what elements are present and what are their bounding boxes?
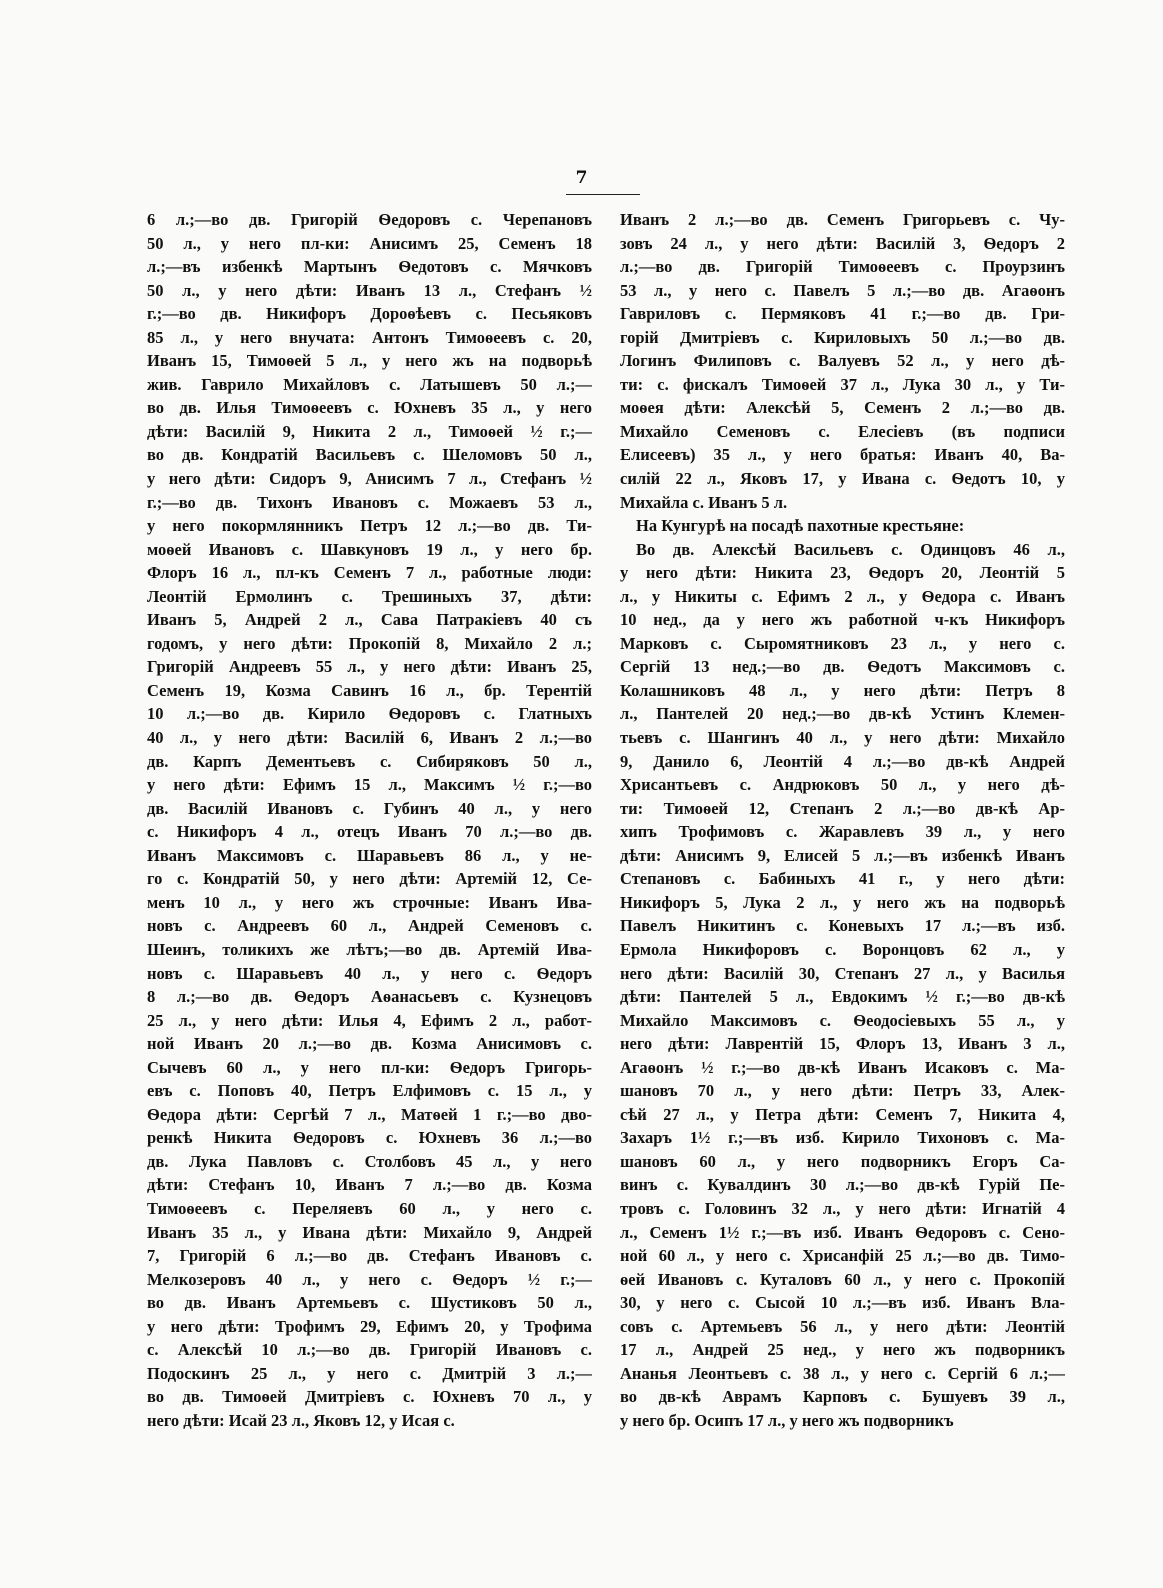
text-line: него дѣти: Лаврентій 15, Флоръ 13, Иванъ 3 л.,: [620, 1034, 1065, 1054]
text-line: дѣти: Стефанъ 10, Иванъ 7 л.;—во дв. Козма: [147, 1175, 592, 1195]
text-line: ти: с. фискалъ Тимоѳей 37 л., Лука 30 л., у Ти-: [620, 374, 1065, 394]
text-line: дѣти: Анисимъ 9, Елисей 5 л.;—въ избенкѣ Иванъ: [620, 845, 1065, 865]
text-line: 85 л., у него внучата: Антонъ Тимоѳеевъ с. 20,: [147, 327, 592, 347]
text-line: жив. Гаврило Михайловъ с. Латышевъ 50 л.;—: [147, 374, 592, 394]
text-line: Ѳедора дѣти: Сергѣй 7 л., Матѳей 1 г.;—во дво-: [147, 1104, 592, 1124]
text-line: Григорій Андреевъ 55 л., у него дѣти: Иванъ 25,: [147, 657, 592, 677]
text-line: годомъ, у него дѣти: Прокопій 8, Михайло 2 л.;: [147, 633, 592, 653]
text-line: Колашниковъ 48 л., у него дѣти: Петръ 8: [620, 680, 1065, 700]
text-line: дѣти: Василій 9, Никита 2 л., Тимоѳей ½ г.;—: [147, 421, 592, 441]
text-line: него дѣти: Исай 23 л., Яковъ 12, у Исая с.: [147, 1410, 455, 1430]
text-line: 50 л., у него пл-ки: Анисимъ 25, Семенъ 18: [147, 233, 592, 253]
text-line: хипъ Трофимовъ с. Жаравлевъ 39 л., у него: [620, 822, 1065, 842]
text-line: шановъ 70 л., у него дѣти: Петръ 33, Алек-: [620, 1081, 1065, 1101]
text-line: ренкѣ Никита Ѳедоровъ с. Юхневъ 36 л.;—во: [147, 1128, 592, 1148]
text-line: Сергій 13 нед.;—во дв. Ѳедотъ Максимовъ с.: [620, 657, 1065, 677]
text-line: менъ 10 л., у него жъ строчные: Иванъ Ива-: [147, 892, 592, 912]
text-line: Ананья Леонтьевъ с. 38 л., у него с. Сергій 6 л.;—: [620, 1363, 1065, 1383]
text-line: во дв. Кондратій Васильевъ с. Шеломовъ 50 л.,: [147, 445, 592, 465]
text-line: винъ с. Кувалдинъ 30 л.;—во дв-кѣ Гурій Пе-: [620, 1175, 1065, 1195]
text-line: у него дѣти: Никита 23, Ѳедоръ 20, Леонтій 5: [620, 563, 1065, 583]
text-line: ной 60 л., у него с. Хрисанфій 25 л.;—во дв. Тимо-: [620, 1246, 1065, 1266]
text-line: у него дѣти: Трофимъ 29, Ефимъ 20, у Трофима: [147, 1316, 592, 1336]
text-line: во дв. Илья Тимоѳеевъ с. Юхневъ 35 л., у него: [147, 398, 592, 418]
text-line: Иванъ 35 л., у Ивана дѣти: Михайло 9, Андрей: [147, 1222, 592, 1242]
text-line: Михайла с. Иванъ 5 л.: [620, 492, 788, 512]
text-line: г.;—во дв. Никифоръ Дороѳѣевъ с. Песьяковъ: [147, 304, 592, 324]
text-line: Шеинъ, толикихъ же лѣтъ;—во дв. Артемій Ива-: [147, 939, 592, 959]
text-line: дѣти: Пантелей 5 л., Евдокимъ ½ г.;—во дв-кѣ: [620, 987, 1065, 1007]
text-line: Гавриловъ с. Пермяковъ 41 г.;—во дв. Гри-: [620, 304, 1065, 324]
text-line: силій 22 л., Яковъ 17, у Ивана с. Ѳедотъ 10, у: [620, 469, 1065, 489]
text-line: л., Семенъ 1½ г.;—въ изб. Иванъ Ѳедоровъ с. Сено-: [620, 1222, 1065, 1242]
text-line: 10 л.;—во дв. Кирило Ѳедоровъ с. Глатныхъ: [147, 704, 592, 724]
text-line: у него дѣти: Сидоръ 9, Анисимъ 7 л., Стефанъ ½: [147, 469, 592, 489]
page-number-rule: [566, 194, 640, 195]
text-line: Агаѳонъ ½ г.;—во дв-кѣ Иванъ Исаковъ с. Ма-: [620, 1057, 1065, 1077]
text-line: во дв. Иванъ Артемьевъ с. Шустиковъ 50 л.,: [147, 1293, 592, 1313]
text-line: Иванъ 5, Андрей 2 л., Сава Патракіевъ 40 съ: [147, 610, 592, 630]
text-line: 6 л.;—во дв. Григорій Ѳедоровъ с. Черепановъ: [147, 210, 592, 229]
text-line: 7, Григорій 6 л.;—во дв. Стефанъ Ивановъ с.: [147, 1246, 592, 1266]
text-line: тьевъ с. Шангинъ 40 л., у него дѣти: Михайло: [620, 728, 1065, 748]
text-line: евъ с. Поповъ 40, Петръ Елфимовъ с. 15 л., у: [147, 1081, 592, 1101]
text-line: дв. Карпъ Дементьевъ с. Сибиряковъ 50 л.,: [147, 751, 592, 771]
text-line: 50 л., у него дѣти: Иванъ 13 л., Стефанъ ½: [147, 280, 592, 300]
left-column: [147, 208, 592, 1432]
text-line: сѣй 27 л., у Петра дѣти: Семенъ 7, Никита 4,: [620, 1104, 1065, 1124]
text-line: Флоръ 16 л., пл-къ Семенъ 7 л., работные люди:: [147, 563, 592, 583]
text-line: Павелъ Никитинъ с. Коневыхъ 17 л.;—въ изб.: [620, 916, 1065, 936]
text-line: Леонтій Ермолинъ с. Трешиныхъ 37, дѣти:: [147, 586, 592, 606]
text-line: 40 л., у него дѣти: Василій 6, Иванъ 2 л.;—во: [147, 728, 592, 748]
text-line: Михайло Максимовъ с. Ѳеодосіевыхъ 55 л., у: [620, 1010, 1065, 1030]
text-line: л.;—во дв. Григорій Тимоѳеевъ с. Проурзинъ: [620, 257, 1065, 277]
text-line: Иванъ 2 л.;—во дв. Семенъ Григорьевъ с. Чу-: [620, 210, 1065, 229]
text-line: Логинъ Филиповъ с. Валуевъ 52 л., у него дѣ-: [620, 351, 1065, 371]
text-line: го с. Кондратій 50, у него дѣти: Артемій 12, Се-: [147, 869, 592, 889]
text-line: моѳея дѣти: Алексѣй 5, Семенъ 2 л.;—во дв.: [620, 398, 1065, 418]
text-line: новъ с. Шаравьевъ 40 л., у него с. Ѳедоръ: [147, 963, 592, 983]
text-line: Михайло Семеновъ с. Елесіевъ (въ подписи: [620, 421, 1065, 441]
text-line: 9, Данило 6, Леонтій 4 л.;—во дв-кѣ Андрей: [620, 751, 1065, 771]
text-line: 17 л., Андрей 25 нед., у него жъ подворникъ: [620, 1340, 1065, 1360]
text-line: у него покормлянникъ Петръ 12 л.;—во дв. Ти-: [147, 516, 592, 536]
text-line: Тимоѳеевъ с. Переляевъ 60 л., у него с.: [147, 1198, 592, 1218]
text-line: с. Алексѣй 10 л.;—во дв. Григорій Ивановъ с.: [147, 1340, 592, 1360]
text-line: зовъ 24 л., у него дѣти: Василій 3, Ѳедоръ 2: [620, 233, 1065, 253]
text-line: Подоскинъ 25 л., у него с. Дмитрій 3 л.;—: [147, 1363, 592, 1383]
text-line: На Кунгурѣ на посадѣ пахотные крестьяне:: [636, 516, 965, 536]
text-line: 10 нед., да у него жъ работной ч-къ Никифоръ: [620, 610, 1065, 630]
text-line: л., Пантелей 20 нед.;—во дв-кѣ Устинъ Клемен-: [620, 704, 1065, 724]
text-line: Иванъ 15, Тимоѳей 5 л., у него жъ на подворьѣ: [147, 351, 592, 371]
text-line: горій Дмитріевъ с. Кириловыхъ 50 л.;—во дв.: [620, 327, 1065, 347]
text-line: во дв-кѣ Аврамъ Карповъ с. Бушуевъ 39 л.,: [620, 1387, 1065, 1407]
text-line: во дв. Тимоѳей Дмитріевъ с. Юхневъ 70 л., у: [147, 1387, 592, 1407]
text-line: тровъ с. Головинъ 32 л., у него дѣти: Игнатій 4: [620, 1198, 1065, 1218]
text-line: Семенъ 19, Козма Савинъ 16 л., бр. Терентій: [147, 680, 592, 700]
text-line: него дѣти: Василій 30, Степанъ 27 л., у Василья: [620, 963, 1065, 983]
text-line: Хрисантьевъ с. Андрюковъ 50 л., у него дѣ-: [620, 775, 1065, 795]
text-line: у него дѣти: Ефимъ 15 л., Максимъ ½ г.;—во: [147, 775, 592, 795]
text-line: Елисеевъ) 35 л., у него братья: Иванъ 40, Ва-: [620, 445, 1065, 465]
text-line: ѳей Ивановъ с. Куталовъ 60 л., у него с. Прокопій: [620, 1269, 1065, 1289]
text-line: моѳей Ивановъ с. Шавкуновъ 19 л., у него бр.: [147, 539, 592, 559]
text-line: л., у Никиты с. Ефимъ 2 л., у Ѳедора с. Иванъ: [620, 586, 1065, 606]
text-line: Иванъ Максимовъ с. Шаравьевъ 86 л., у не-: [147, 845, 592, 865]
text-line: 53 л., у него с. Павелъ 5 л.;—во дв. Агаѳонъ: [620, 280, 1065, 300]
text-line: Ермола Никифоровъ с. Воронцовъ 62 л., у: [620, 939, 1065, 959]
text-line: 30, у него с. Сысой 10 л.;—въ изб. Иванъ Вла-: [620, 1293, 1065, 1313]
text-line: Захаръ 1½ г.;—въ изб. Кирило Тихоновъ с. Ма-: [620, 1128, 1065, 1148]
text-line: совъ с. Артемьевъ 56 л., у него дѣти: Леонтій: [620, 1316, 1065, 1336]
text-line: у него бр. Осипъ 17 л., у него жъ подворникъ: [620, 1410, 954, 1430]
text-line: дв. Василій Ивановъ с. Губинъ 40 л., у него: [147, 798, 592, 818]
right-column: [620, 208, 1065, 1432]
page-number: 7: [575, 168, 588, 188]
text-line: новъ с. Андреевъ 60 л., Андрей Семеновъ с.: [147, 916, 592, 936]
text-line: г.;—во дв. Тихонъ Ивановъ с. Можаевъ 53 л.,: [147, 492, 592, 512]
text-line: 8 л.;—во дв. Ѳедоръ Аѳанасьевъ с. Кузнецовъ: [147, 987, 592, 1007]
text-line: 25 л., у него дѣти: Илья 4, Ефимъ 2 л., работ-: [147, 1010, 592, 1030]
text-line: дв. Лука Павловъ с. Столбовъ 45 л., у него: [147, 1151, 592, 1171]
text-line: Никифоръ 5, Лука 2 л., у него жъ на подворьѣ: [620, 892, 1065, 912]
text-line: Во дв. Алексѣй Васильевъ с. Одинцовъ 46 л.,: [636, 539, 1065, 559]
text-line: Мелкозеровъ 40 л., у него с. Ѳедоръ ½ г.;—: [147, 1269, 592, 1289]
text-line: с. Никифоръ 4 л., отецъ Иванъ 70 л.;—во дв.: [147, 822, 592, 842]
text-line: ти: Тимоѳей 12, Степанъ 2 л.;—во дв-кѣ Ар-: [620, 798, 1065, 818]
text-line: Сычевъ 60 л., у него пл-ки: Ѳедоръ Григорь-: [147, 1057, 592, 1077]
text-line: Степановъ с. Бабиныхъ 41 г., у него дѣти:: [620, 869, 1065, 889]
text-line: шановъ 60 л., у него подворникъ Егоръ Са-: [620, 1151, 1065, 1171]
text-line: ной Иванъ 20 л.;—во дв. Козма Анисимовъ с.: [147, 1034, 592, 1054]
text-line: Марковъ с. Сыромятниковъ 23 л., у него с.: [620, 633, 1065, 653]
text-line: л.;—въ избенкѣ Мартынъ Ѳедотовъ с. Мячковъ: [147, 257, 592, 277]
